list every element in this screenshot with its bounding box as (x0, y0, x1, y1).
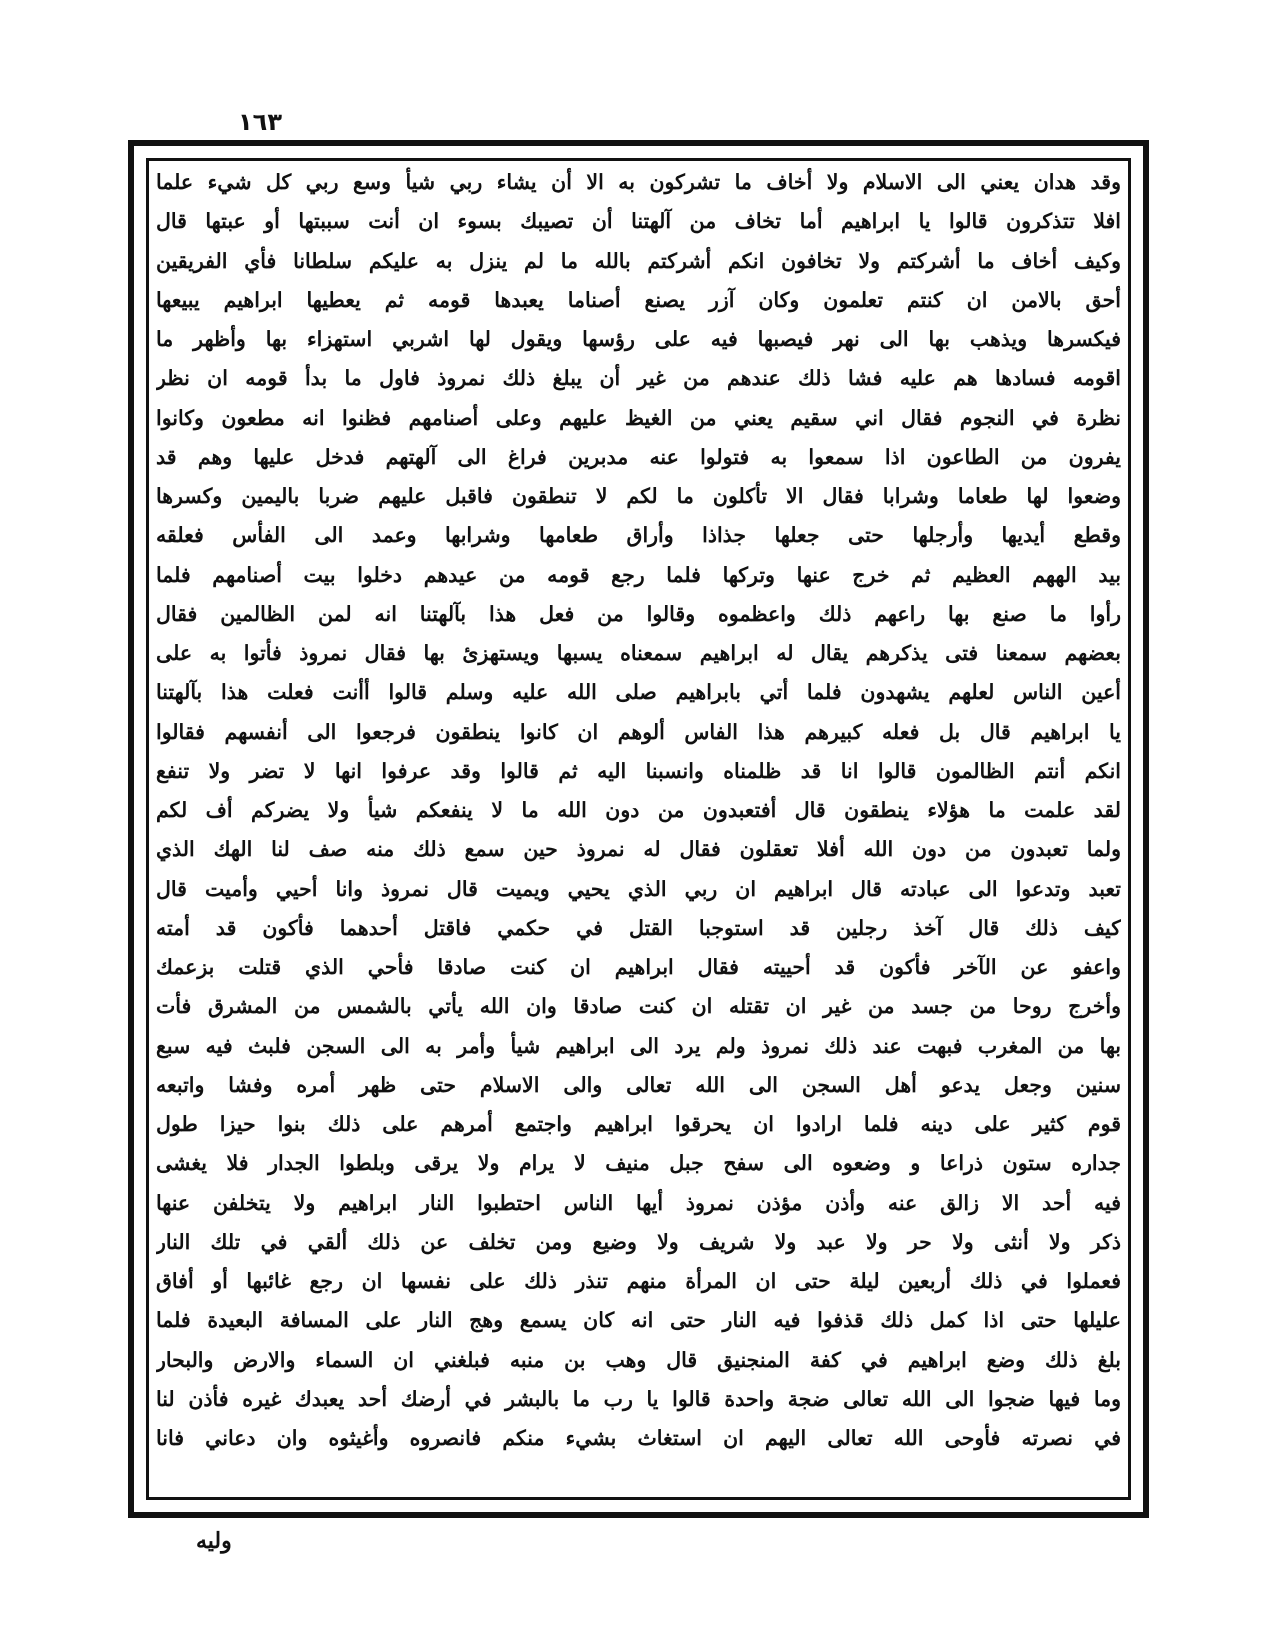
text-line: في نصرته فأوحى الله تعالى اليهم ان استغاث بشيء منكم فانصروه وأغيثوه وان دعاني فانا (156, 1426, 1121, 1450)
text-line: وقطع أيديها وأرجلها حتى جعلها جذاذا وأراق طعامها وشرابها وعمد الى الفأس فعلقه (156, 523, 1121, 548)
text-line: ولما تعبدون من دون الله أفلا تعقلون فقال له نمروذ حين سمع ذلك منه صف لنا الهك الذي (156, 837, 1121, 862)
text-line: سنين وجعل يدعو أهل السجن الى الله تعالى والى الاسلام حتى ظهر أمره وفشا واتبعه (156, 1072, 1121, 1097)
text-line: وضعوا لها طعاما وشرابا فقال الا تأكلون ما لكم لا تنطقون فاقبل عليهم ضربا باليمين وكسرها (156, 484, 1121, 508)
text-line: فيكسرها ويذهب بها الى نهر فيصبها فيه على رؤسها ويقول لها اشربي استهزاء بها وأظهر ما (156, 327, 1121, 351)
text-line: واعفو عن الآخر فأكون قد أحييته فقال ابراهيم ان كنت صادقا فأحي الذي قتلت بزعمك (156, 955, 1121, 979)
text-line: وأخرج روحا من جسد من غير ان تقتله ان كنت صادقا وان الله يأتي بالشمس من المشرق فأت (156, 994, 1121, 1019)
text-line: يا ابراهيم قال بل فعله كبيرهم هذا الفاس ألوهم ان كانوا ينطقون فرجعوا الى أنفسهم فقالوا (156, 719, 1121, 744)
text-line: أعين الناس لعلهم يشهدون فلما أتي بابراهيم صلى الله عليه وسلم قالوا أأنت فعلت هذا بآلهتنا (156, 680, 1121, 705)
text-line: عليلها حتى اذا كمل ذلك قذفوا فيه النار حتى انه كان يسمع وهج النار على المسافة البعيدة فلما (156, 1308, 1121, 1333)
text-line: ذكر ولا أنثى ولا حر ولا عبد ولا شريف ولا وضيع ومن تخلف عن ذلك ألقي في تلك النار (156, 1229, 1121, 1254)
text-line: اقومه فسادها هم عليه فشا ذلك عندهم من غير أن يبلغ ذلك نمروذ فاول ما بدأ قومه ان نظر (156, 366, 1121, 391)
text-block (156, 163, 1121, 1498)
text-line: بيد الههم العظيم ثم خرج عنها وتركها فلما رجع قومه من عيدهم دخلوا بيت أصنامهم فلما (156, 562, 1121, 587)
text-line: وما فيها ضجوا الى الله تعالى ضجة واحدة قالوا يا رب ما بالبشر في أرضك أحد يعبدك غيره فأذن لنا (156, 1386, 1121, 1411)
text-line: قوم كثير على دينه فلما ارادوا ان يحرقوا ابراهيم واجتمع أمرهم على ذلك بنوا حيزا طول (156, 1112, 1121, 1136)
text-line: بها من المغرب فبهت عند ذلك نمروذ ولم يرد الى ابراهيم شيأ وأمر به الى السجن فلبث فيه سبع (156, 1033, 1121, 1058)
catchword: وليه (196, 1528, 232, 1554)
text-line: فعملوا في ذلك أربعين ليلة حتى ان المرأة منهم تنذر ذلك على نفسها ان رجع غائبها أو أفاق (156, 1269, 1121, 1293)
text-line: جداره ستون ذراعا و وضعوه الى سفح جبل منيف لا يرام ولا يرقى وبلطوا الجدار فلا يغشى (156, 1151, 1121, 1176)
text-line: وكيف أخاف ما أشركتم ولا تخافون انكم أشركتم بالله ما لم ينزل به عليكم سلطانا فأي الفريقين (156, 248, 1121, 273)
text-line: رأوا ما صنع بها راعهم ذلك واعظموه وقالوا من فعل هذا بآلهتنا انه لمن الظالمين فقال (156, 601, 1121, 626)
text-line: تعبد وتدعوا الى عبادته قال ابراهيم ان ربي الذي يحيي ويميت قال نمروذ وانا أحيي وأميت قال (156, 876, 1121, 901)
text-line: لقد علمت ما هؤلاء ينطقون قال أفتعبدون من دون الله ما لا ينفعكم شيأ ولا يضركم أف لكم (156, 798, 1121, 822)
text-line: وقد هدان يعني الى الاسلام ولا أخاف ما تشركون به الا أن يشاء ربي شيأ وسع ربي كل شيء علما (156, 170, 1121, 194)
text-line: نظرة في النجوم فقال اني سقيم يعني من الغيظ عليهم وعلى أصنامهم فظنوا انه مطعون وكانوا (156, 405, 1121, 430)
text-line: انكم أنتم الظالمون قالوا انا قد ظلمناه وانسبنا اليه ثم قالوا وقد عرفوا انها لا تضر ولا تنفع (156, 758, 1121, 783)
text-line: كيف ذلك قال آخذ رجلين قد استوجبا القتل في حكمي فاقتل أحدهما فأكون قد أمته (156, 915, 1121, 940)
text-line: افلا تتذكرون قالوا يا ابراهيم أما تخاف من آلهتنا أن تصيبك بسوء ان أنت سببتها أو عبتها قال (156, 209, 1121, 234)
text-line: بعضهم سمعنا فتى يذكرهم يقال له ابراهيم سمعناه يسبها ويستهزئ بها فقال نمروذ فأتوا به على (156, 641, 1121, 665)
text-line: يفرون من الطاعون اذا سمعوا به فتولوا عنه مدبرين فراغ الى آلهتهم فدخل عليها وهم قد (156, 444, 1121, 469)
page-number: ١٦٣ (238, 108, 282, 136)
text-line: فيه أحد الا زالق عنه وأذن مؤذن نمروذ أيها الناس احتطبوا النار ابراهيم ولا يتخلفن عنها (156, 1190, 1121, 1215)
text-line: أحق بالامن ان كنتم تعلمون وكان آزر يصنع أصناما يعبدها قومه ثم يعطيها ابراهيم يبيعها (156, 287, 1121, 312)
text-line: بلغ ذلك وضع ابراهيم في كفة المنجنيق قال وهب بن منبه فبلغني ان السماء والارض والبحار (156, 1347, 1121, 1372)
